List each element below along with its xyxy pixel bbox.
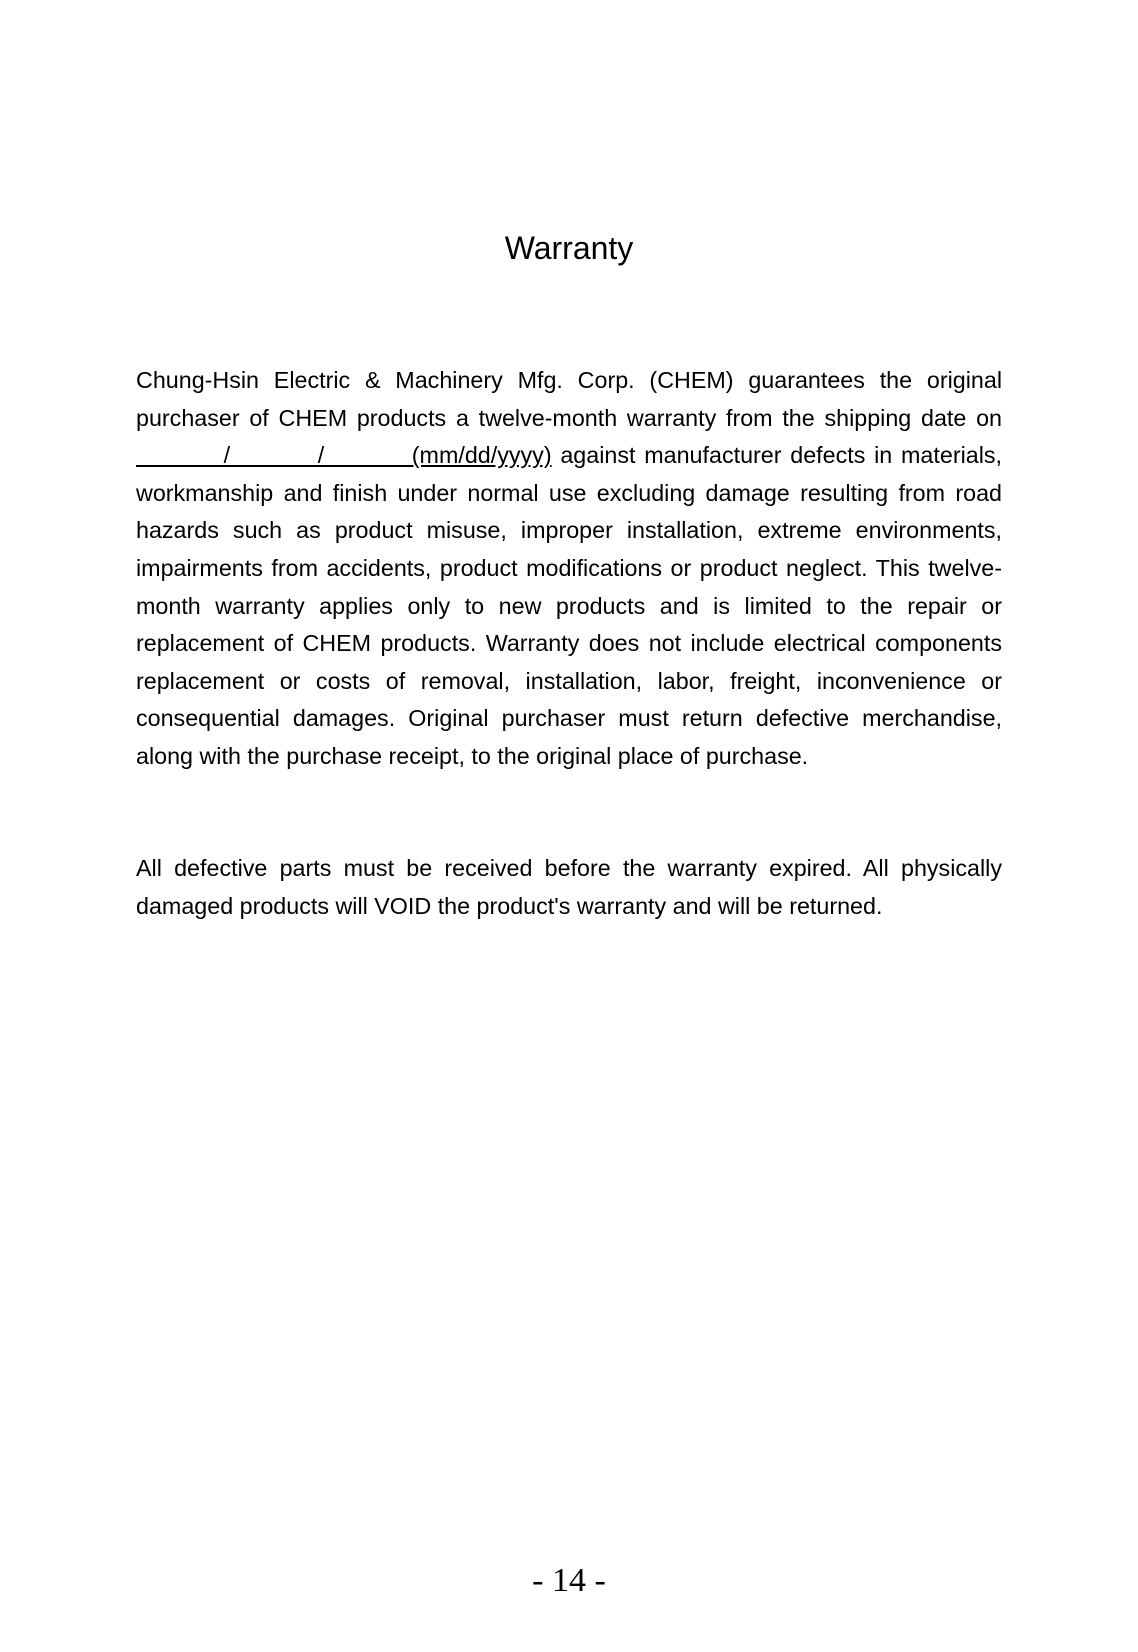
warranty-terms-paragraph xyxy=(136,362,1002,776)
page-title: Warranty xyxy=(504,230,634,266)
shipping-date-blank: / / (mm/dd/yyyy) xyxy=(136,442,552,469)
warranty-terms-lead: Chung-Hsin Electric & Machinery Mfg. Corp. (CHEM) guarantees the original purchaser of CHEM products a twelve-month warranty from the shipping date on xyxy=(136,367,1002,431)
page-number: - 14 - xyxy=(532,1562,606,1599)
defective-parts-paragraph: All defective parts must be received before the warranty expired. All physically damaged products will VOID the product's warranty and will be returned. xyxy=(136,855,1002,919)
warranty-terms-rest: against manufacturer defects in materials, workmanship and finish under normal use excluding damage resulting from road hazards such as product misuse, improper installation, extreme environments, impairments from accidents, product modifications or product neglect. This twelve-month warranty applies only to new products and is limited to the repair or replacement of CHEM products. Warranty does not include electrical components replacement or costs of removal, installation, labor, freight, inconvenience or consequential damages. Original purchaser must return defective merchandise, along with the purchase receipt, to the original place of purchase. xyxy=(136,442,1003,769)
